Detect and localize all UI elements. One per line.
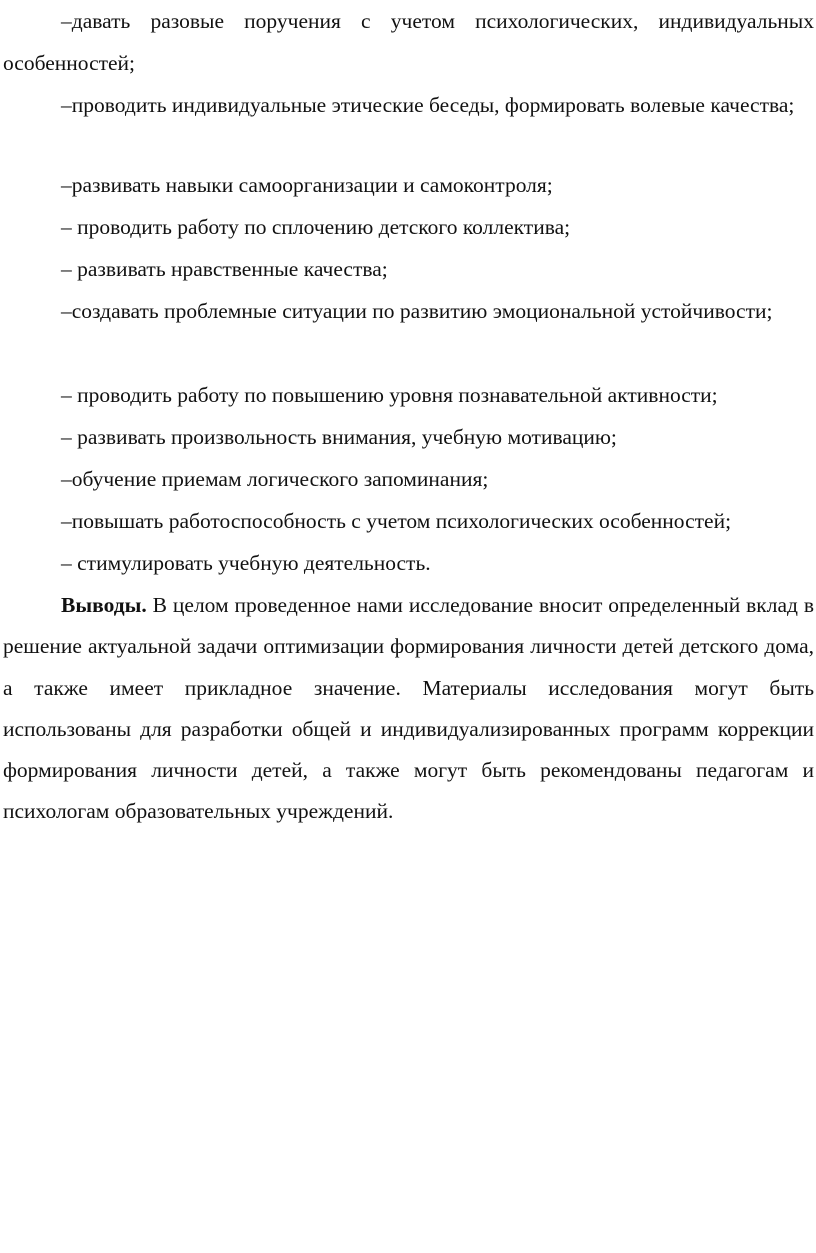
list-item: –создавать проблемные ситуации по развитию эмоциональной устойчивости; — [61, 299, 773, 323]
list-item: – стимулировать учебную деятельность. — [61, 551, 431, 575]
list-item: –развивать навыки самоорганизации и самоконтроля; — [61, 173, 553, 197]
list-item: –повышать работоспособность с учетом психологических особенностей; — [61, 509, 732, 533]
list-item: – развивать нравственные качества; — [61, 257, 388, 281]
conclusion-paragraph — [3, 585, 814, 833]
list-item: – проводить работу по сплочению детского коллектива; — [61, 215, 571, 239]
list-item: –проводить индивидуальные этические беседы, формировать волевые качества; — [61, 93, 795, 117]
list-item: – проводить работу по повышению уровня познавательной активности; — [61, 383, 718, 407]
conclusion-text: В целом проведенное нами исследование вносит определенный вклад в решение актуальной задачи оптимизации формирования личности детей детского дома, а также имеет прикладное значение. Материалы исследования могут быть использованы для разработки общей и индивидуализированных программ коррекции формирования личности детей, а также могут быть рекомендованы педагогам и психологам образовательных учреждений. — [3, 593, 814, 824]
list-item: –обучение приемам логического запоминания; — [61, 467, 489, 491]
list-item: – развивать произвольность внимания, учебную мотивацию; — [61, 425, 617, 449]
conclusion-heading: Выводы. — [61, 593, 147, 617]
list-item: –давать разовые поручения с учетом психологических, индивидуальных особенностей; — [3, 9, 814, 75]
